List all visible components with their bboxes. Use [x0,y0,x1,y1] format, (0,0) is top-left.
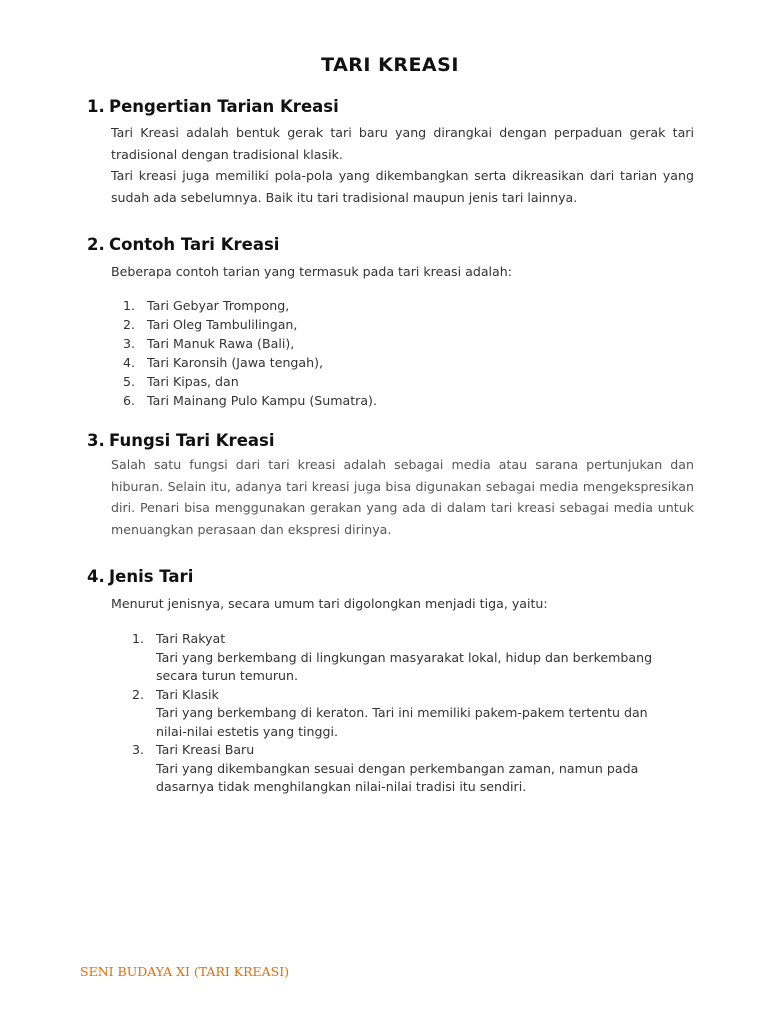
section-heading [87,235,279,254]
example-list [111,296,377,410]
section-title: Fungsi Tari Kreasi [109,431,275,450]
section-heading [87,567,193,586]
list-item: 2. Tari Oleg Tambulilingan, [123,317,298,332]
list-item: 6. Tari Mainang Pulo Kampu (Sumatra). [123,393,377,408]
section-heading [87,431,275,450]
type-name: Tari Kreasi Baru [156,742,255,757]
type-name: Tari Rakyat [156,631,226,646]
type-description: Tari yang berkembang di lingkungan masyarakat lokal, hidup dan berkembang secara turun temurun. [156,649,653,683]
list-intro: Beberapa contoh tarian yang termasuk pada tari kreasi adalah: [111,264,512,279]
section-title: Pengertian Tarian Kreasi [109,97,339,116]
list-item: 3. Tari Kreasi Baru Tari yang dikembangkan sesuai dengan perkembangan zaman, namun pada dasarnya tidak menghilangkan nilai-nilai tradisi itu sendiri. [111,741,656,797]
type-description: Tari yang berkembang di keraton. Tari ini memiliki pakem-pakem tertentu dan nilai-nilai estetis yang tinggi. [156,705,648,739]
type-description: Tari yang dikembangkan sesuai dengan perkembangan zaman, namun pada dasarnya tidak menghilangkan nilai-nilai tradisi itu sendiri. [156,760,639,794]
section-number: 3. [87,431,105,450]
paragraph: Tari Kreasi adalah bentuk gerak tari baru yang dirangkai dengan perpaduan gerak tari tradisional dengan tradisional klasik. [111,125,694,162]
footer-label: SENI BUDAYA XI (TARI KREASI) [80,964,290,979]
list-item: 1. Tari Gebyar Trompong, [123,298,290,313]
section-number: 2. [87,235,105,254]
section-number: 1. [87,97,105,116]
list-intro: Menurut jenisnya, secara umum tari digolongkan menjadi tiga, yaitu: [111,596,548,611]
paragraph: Tari kreasi juga memiliki pola-pola yang dikembangkan serta dikreasikan dari tarian yang sudah ada sebelumnya. Baik itu tari tradisional maupun jenis tari lainnya. [111,168,694,205]
section-number: 4. [87,567,105,586]
paragraph: Salah satu fungsi dari tari kreasi adalah sebagai media atau sarana pertunjukan dan hiburan. Selain itu, adanya tari kreasi juga bisa digunakan sebagai media mengekspresikan diri. Penari bisa menggunakan gerakan yang ada di dalam tari kreasi sebagai media untuk menuangkan perasaan dan ekspresi dirinya. [111,457,694,537]
list-item: 1. Tari Rakyat Tari yang berkembang di lingkungan masyarakat lokal, hidup dan berkembang secara turun temurun. [111,630,656,686]
section-title: Contoh Tari Kreasi [109,235,280,254]
section-title: Jenis Tari [109,567,194,586]
list-item: 5. Tari Kipas, dan [123,374,239,389]
page-title: TARI KREASI [321,54,459,76]
list-item: 4. Tari Karonsih (Jawa tengah), [123,355,324,370]
section-heading [87,97,339,116]
type-list [111,630,656,797]
list-item: 2. Tari Klasik Tari yang berkembang di keraton. Tari ini memiliki pakem-pakem tertentu dan nilai-nilai estetis yang tinggi. [111,686,656,742]
type-name: Tari Klasik [156,686,219,702]
list-item: 3. Tari Manuk Rawa (Bali), [123,336,295,351]
